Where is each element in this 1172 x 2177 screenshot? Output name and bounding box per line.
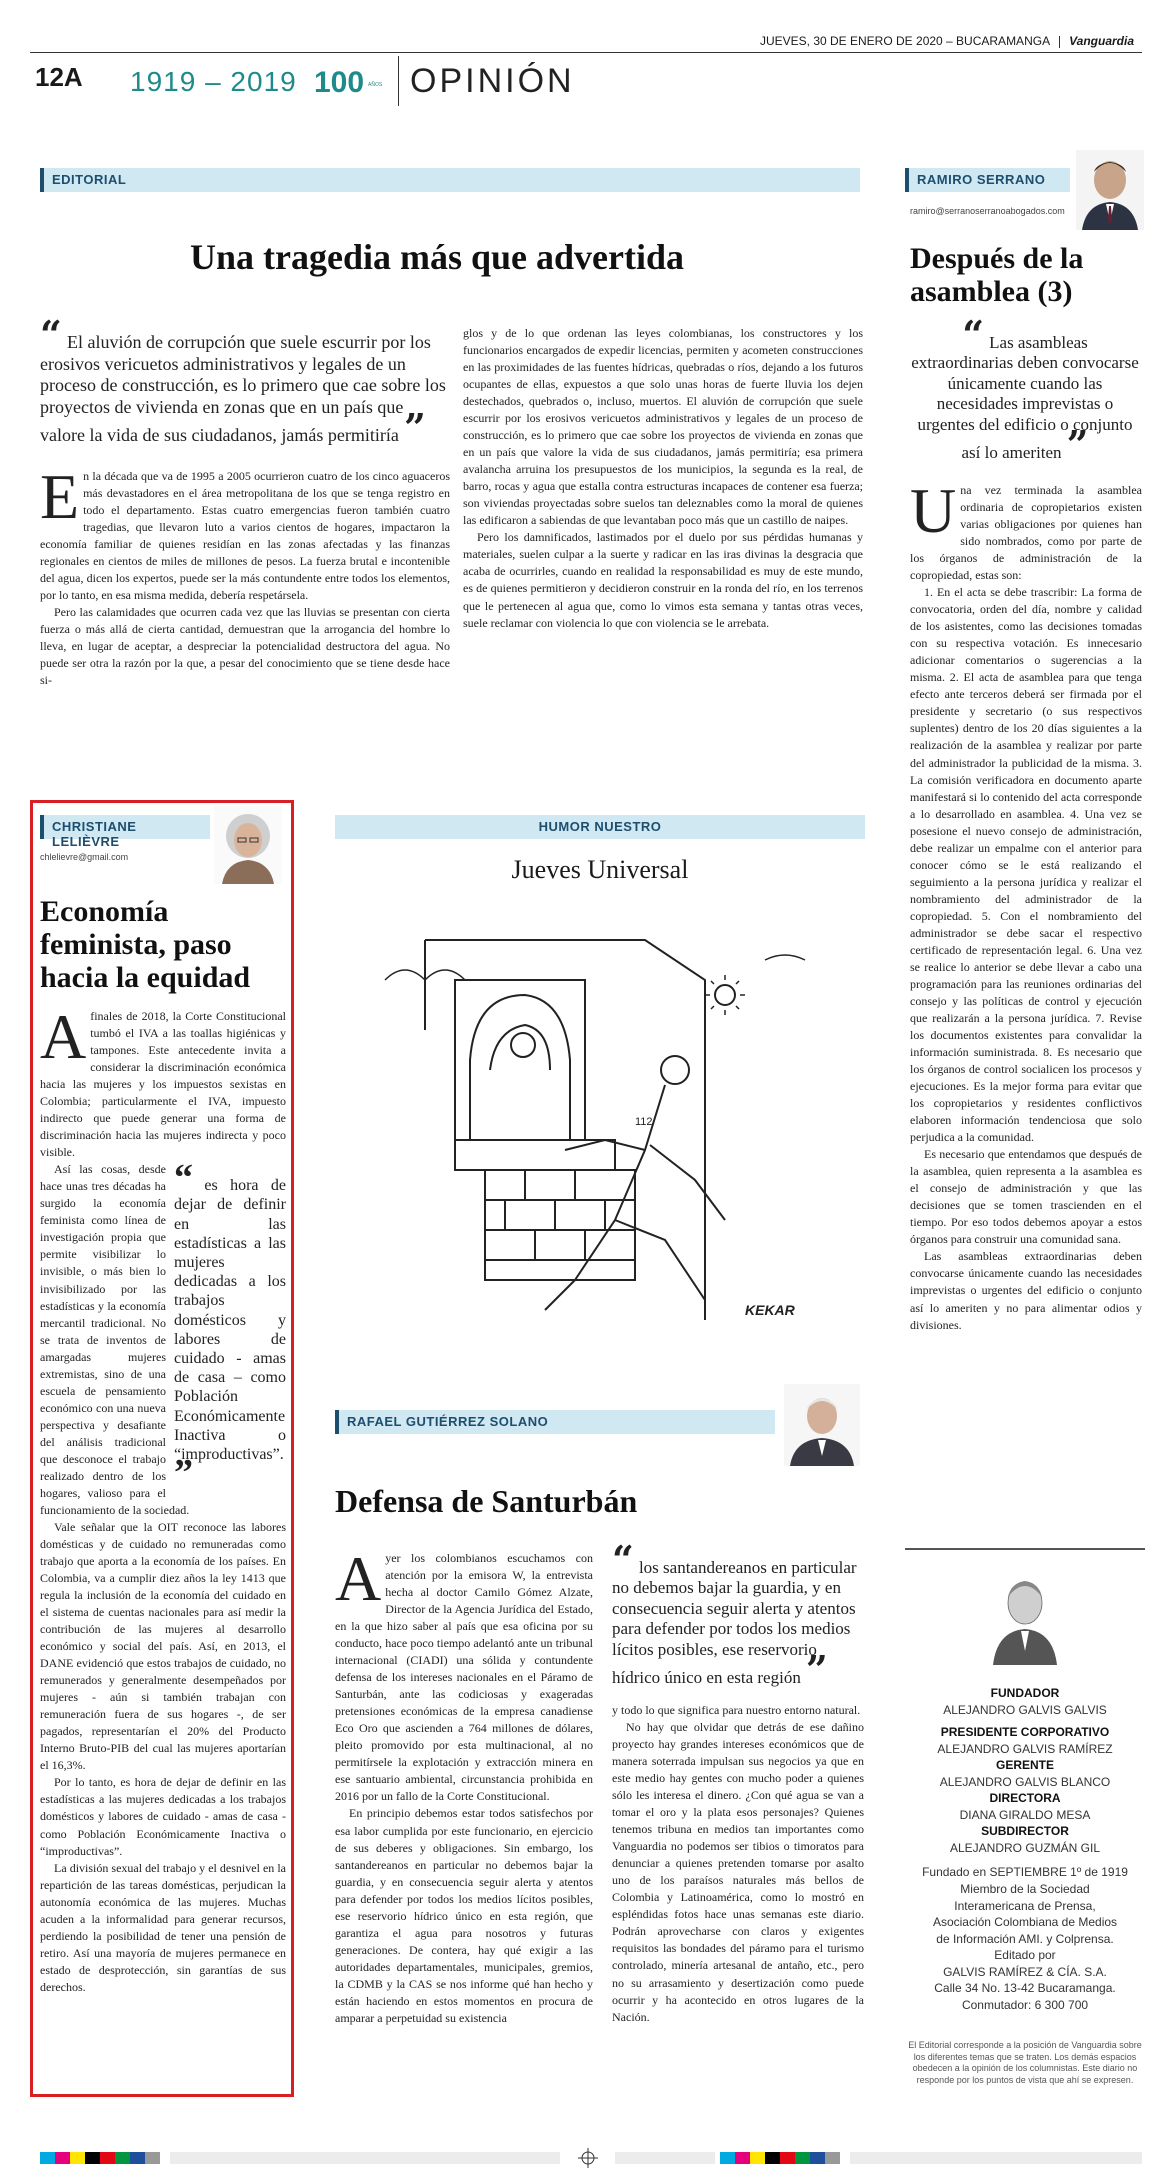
masthead-manager-title: GERENTE xyxy=(995,1758,1054,1773)
masthead-member: Asociación Colombiana de Medios xyxy=(932,1915,1118,1930)
editorial-quote-text: El aluvión de corrupción que suele escurrir por los erosivos vericuetos administrativos y legales de un proceso de construcción, es lo primero que cae sobre los proyectos de vivienda en zonas que en un país que valore la vida de sus ciudadanos, jamás permitiría xyxy=(40,332,446,446)
editorial-column-2 xyxy=(463,325,863,632)
serrano-paragraph: Es necesario que entendamos que después de la asamblea, quien representa a la asamblea es el consejo de administración y que las decisiones que se tomen trascienden en el tiempo. Por eso todos debemos apoyar a estos órganos para construir una comunidad sana. xyxy=(910,1147,1142,1247)
close-quote-icon: ” xyxy=(174,1452,193,1495)
logo-number: 100 xyxy=(314,66,365,99)
masthead-president: ALEJANDRO GALVIS RAMÍREZ xyxy=(937,1741,1113,1756)
gutierrez-column-2 xyxy=(612,1702,864,2026)
founder-portrait xyxy=(985,1565,1065,1665)
serrano-paragraph: na vez terminada la asamblea ordinaria de copropietarios existen varias obligaciones por quienes han sido nombrados, como por parte de los órganos de administración de la copropiedad, estas son: xyxy=(910,483,1142,583)
masthead-edited: Editado por xyxy=(994,1948,1056,1963)
masthead-director: DIANA GIRALDO MESA xyxy=(959,1807,1091,1822)
masthead-publisher: GALVIS RAMÍREZ & CÍA. S.A. xyxy=(943,1964,1107,1979)
lelievre-pullquote xyxy=(174,1157,287,1495)
lelievre-headline: Economía feminista, paso hacia la equidad xyxy=(40,895,251,994)
open-quote-icon: “ xyxy=(40,312,62,357)
registration-colorstrip-right xyxy=(720,2152,840,2164)
gutierrez-headline: Defensa de Santurbán xyxy=(335,1483,638,1519)
lelievre-quote-text: es hora de dejar de definir en las estadísticas a las mujeres dedicadas a los trabajos domésticos y labores de cuidado - amas de casa – como Población Económicamente Inactiva o “improductivas”. xyxy=(174,1177,287,1463)
serrano-dropcap: U xyxy=(910,475,957,546)
gutierrez-avatar xyxy=(784,1384,860,1466)
masthead-subdirector: ALEJANDRO GUZMÁN GIL xyxy=(949,1840,1101,1855)
gutierrez-quote-text: los santandereanos en particular no debemos bajar la guardia, y en consecuencia seguir alerta y atentos para defender por todos los medios lícitos posibles, ese reservorio hídrico único en esta región xyxy=(612,1558,857,1687)
editorial-paragraph: Pero los damnificados, lastimados por el duelo por sus pérdidas humanas y materiales, suelen culpar a la suerte y radicar en las iras divinas la desgracia que acaba de ocurrirles, cuando en realidad la responsabilidad es muy de este mundo, es de quienes permitieron y decidieron construir en la ronda del río, en los terrenos que le pertenecen al agua que, como lo vimos esta semana y tantas otras veces, suele reclamar con violencia lo que con violencia se le arrebata. xyxy=(463,530,863,630)
serrano-tag: RAMIRO SERRANO xyxy=(917,172,1046,187)
humor-title: Jueves Universal xyxy=(511,855,689,884)
cartoon-signature: KEKAR xyxy=(745,1302,795,1318)
masthead xyxy=(905,1685,1145,2013)
gutierrez-paragraph: En principio debemos estar todos satisfechos por esa labor cumplida por este funcionario, en ejercicio de sus deberes y obligaciones. Sin embargo, los santandereanos en particular no debemos bajar la guardia, y en consecuencia seguir alerta y atentos para defender por todos los medios lícitos posibles, ese reservorio hídrico único en esta región, que garantiza el agua para nosotros y futuras generaciones. De contera, hay qué exigir a las autoridades departamentales, municipales, gremios, la CDMB y la CAS se nos informe qué han hecho y están haciendo en estos momentos en procura de amparar a perpetuidad su existencia xyxy=(335,1806,593,2025)
masthead-founder: ALEJANDRO GALVIS GALVIS xyxy=(943,1702,1107,1717)
lelievre-body xyxy=(40,1001,287,1996)
serrano-pullquote xyxy=(910,312,1140,467)
editorial-pullquote xyxy=(40,312,450,451)
lelievre-email: chlelievre@gmail.com xyxy=(40,852,129,862)
editorial-tag-bar xyxy=(40,168,860,192)
anniversary-years: 1919 – 2019 xyxy=(130,66,297,97)
gutierrez-pullquote xyxy=(612,1537,862,1692)
lelievre-tag: CHRISTIANE LELIÈVRE xyxy=(52,819,137,849)
masthead-founded: Fundado en SEPTIEMBRE 1º de 1919 xyxy=(922,1865,1128,1880)
lelievre-paragraph: Así las cosas, desde hace unas tres décadas ha surgido la economía feminista como línea de investigación propia que permite visibilizar lo invisible, o más bien lo invisibilizado por las estadísticas y la economía mercantil tradicional. No se trata de inventos de amargadas mujeres extremistas, sino de una escuela de pensamiento económico con una nueva perspectiva y desafiante del análisis tradicional que desconoce el trabajo realizado dentro de los hogares, valioso para el funcionamiento de la sociedad. xyxy=(40,1162,190,1517)
cartoon-plaque: 112 xyxy=(635,1116,653,1128)
gutierrez-paragraph: yer los colombianos escuchamos con atención por la emisora W, la entrevista hecha al doctor Camilo Gómez Alzate, Director de la Agencia Jurídica del Estado, en la que hizo saber al país que esa oficina por su conducto, hace poco tiempo adelantó ante un tribunal internacional (CIADI) una sólida y contundente defensa de los intereses nacionales en el Páramo de Santurbán, ante las codiciosas y exageradas pretensiones económicas de la empresa canadiense Eco Oro que ascienden a 764 millones de dólares, pleito promovido por esta multinacional, al no permitírsele la explotación y extracción minera en ese santuario ambiental, circunstancia prohibida en 2016 por un fallo de la Corte Constitucional. xyxy=(335,1551,593,1804)
masthead-phone: Conmutador: 6 300 700 xyxy=(961,1997,1089,2012)
humor-tag: HUMOR NUESTRO xyxy=(538,819,662,834)
serrano-avatar xyxy=(1076,150,1144,230)
top-rule xyxy=(30,52,1142,53)
editorial-paragraph: n la década que va de 1995 a 2005 ocurrieron cuatro de los cinco aguaceros más devastadores en el área metropolitana de los que se tenga registro en todo el departamento. Estas cuatro emergencias fueron también cuatro tragedias, que llevaron luto a varios cientos de hogares, impactaron la economía familiar de quienes residían en las zonas afectadas y las finanzas regionales en cientos de miles de millones de pesos. La fuerza brutal e incontenible del agua, dicen los expertos, puede ser la más contundente entre todos los elementos, por lo tanto, en esa misma medida, debería respetársela. xyxy=(40,469,450,603)
serrano-paragraph: Las asambleas extraordinarias deben convocarse únicamente cuando las necesidades imprevistas o urgentes del edificio o conjunto así lo ameriten y no para alimentar odios y divisiones. xyxy=(910,1249,1142,1332)
editorial-paragraph: Pero las calamidades que ocurren cada vez que las lluvias se presentan con cierta fuerza o más allá de cierta cantidad, demuestran que la arrogancia del hombre lo lleva, en lugar de aceptar, a despreciar la potencialidad destructora del agua. No puede ser otra la razón por la que, a pesar del conocimiento que se tiene desde hace si- xyxy=(40,605,450,688)
header-separator xyxy=(398,56,399,106)
open-quote-icon: “ xyxy=(174,1157,193,1200)
dateline-text: JUEVES, 30 DE ENERO DE 2020 – BUCARAMANGA xyxy=(759,34,1050,48)
masthead-founder-title: FUNDADOR xyxy=(990,1686,1060,1700)
editorial-paragraph: glos y de lo que ordenan las leyes colombianas, los constructores y los funcionarios encargados de expedir licencias, permiten y acometen construcciones en las proximidades de las fuentes hídricas, quebradas o ríos, dejando a los futuros ocupantes de ellas, expuestos a que solo unas horas de fuerte lluvia los dejen destechados, quebrados o, incluso, muertos. El aluvión de corrupción que suele escurrir por los erosivos vericuetos administrativos y legales de un proceso de construcción, es lo primero que cae sobre los proyectos de vivienda en zonas que en un país que valore la vida de sus ciudadanos, jamás permitiría; esa primera avalancha arruina los presupuestos de los municipios, la segunda es la real, de barro, rocas y agua que estalla contra estructuras incapaces de contener esa fuerza; son viviendas proyectadas sobre suelos tan deleznables como la moral de quienes las edificaron a sabiendas de que levantaban poco más que un castillo de naipes. xyxy=(463,326,863,528)
anniversary-logo xyxy=(312,60,388,100)
masthead-address: Calle 34 No. 13-42 Bucaramanga. xyxy=(934,1981,1116,1996)
masthead-director-title: DIRECTORA xyxy=(989,1791,1061,1806)
serrano-paragraph: 1. En el acta se debe trascribir: La forma de convocatoria, orden del día, nombre y calidad de los asistentes, como las decisiones tomadas con su respectiva votación. Es innecesario adicionar comentarios o sugerencias a la misma. 2. El acta de asamblea para que tenga efecto ante terceros deberá ser firmada por el presidente y secretario (o sus respectivos suplentes) dentro de los 20 días siguientes a la realización de la asamblea y realizar por parte del administrador la publicidad de la misma. 3. La comisión verificadora en documento aparte manifestará si lo contenido del acta corresponde a lo desarrollado en asamblea. 4. Una vez se posesione el nuevo consejo de administración, debe realizar un empalme con el anterior para conocer cómo se le está realizando el seguimiento a la persona jurídica y realizar el nombramiento del administrador de la copropiedad. 5. Con el nombramiento del administrador se debe sacar el respectivo certificado de representación legal. 6. Una vez se realice lo anterior se debe llevar a cabo una programación para las reuniones ordinarias del consejo y las políticas de control y ejecución que realizarán a la persona jurídica. 7. Revise los documentos existentes para convalidar la información suministrada. 8. Es necesario que los órganos de control socialicen los procesos y ejecuciones. Es la mejor forma para evitar que los copropietarios y residentes conflictivos elaboren información tendenciosa que solo perjudica a la comunidad. xyxy=(910,585,1142,1145)
serrano-email: ramiro@serranoserranoabogados.com xyxy=(910,206,1065,216)
masthead-member: de Información AMI. y Colprensa. xyxy=(936,1931,1114,1946)
registration-colorstrip-left xyxy=(40,2152,160,2164)
section-title: OPINIÓN xyxy=(410,62,575,100)
registration-greystrip-far xyxy=(850,2152,1142,2164)
editorial-headline: Una tragedia más que advertida xyxy=(190,237,684,277)
open-quote-icon: “ xyxy=(962,312,985,357)
dateline xyxy=(760,34,1134,48)
serrano-tag-bar xyxy=(905,168,1070,192)
serrano-quote-text: Las asambleas extraordinarias deben convocarse únicamente cuando las necesidades imprevistas o urgentes del edificio o conjunto así lo ameriten xyxy=(911,333,1139,462)
gutierrez-column-1 xyxy=(335,1543,593,2027)
masthead-manager: ALEJANDRO GALVIS BLANCO xyxy=(939,1774,1111,1789)
serrano-body xyxy=(910,475,1142,1334)
serrano-headline: Después de la asamblea (3) xyxy=(910,242,1084,308)
gutierrez-tag-bar xyxy=(335,1410,775,1434)
registration-greystrip-right xyxy=(615,2152,715,2164)
gutierrez-tag: RAFAEL GUTIÉRREZ SOLANO xyxy=(347,1414,549,1429)
lelievre-dropcap: A xyxy=(40,1001,87,1072)
open-quote-icon: “ xyxy=(612,1537,634,1582)
lelievre-paragraph: La división sexual del trabajo y el desnivel en la repartición de las tareas domésticas, perjudican la autonomía económica de las mujeres. Muchas acuden a la informalidad para generar recursos, perdiendo la posibilidad de tener una pensión de retiro. Así una mayoría de mujeres permanece en estado de desprotección, sin garantías de sus derechos. xyxy=(40,1860,286,1994)
gutierrez-paragraph: y todo lo que significa para nuestro entorno natural. xyxy=(612,1703,861,1717)
logo-small-text: AÑOS xyxy=(368,82,383,88)
lelievre-avatar xyxy=(214,806,282,884)
cartoon-illustration xyxy=(365,920,835,1340)
masthead-subdirector-title: SUBDIRECTOR xyxy=(981,1824,1069,1839)
humor-tag-bar xyxy=(335,815,865,839)
close-quote-icon: ” xyxy=(403,405,426,451)
gutierrez-paragraph: No hay que olvidar que detrás de ese dañino proyecto hay grandes intereses económicos que de manera soterrada impulsan sus negocios ya que en este medio hay gentes con mucho poder a quienes sólo les interesa el dinero. ¿Con qué agua se van a tomar el oro y la plata esos personajes? Quienes tenemos tribuna en medios tan importantes como Vanguardia no podemos ser tibios o timoratos para denunciar a quienes pretenden tomarse por asalto uno de los paraísos naturales más bellos de Colombia y Latinoamérica, como lo mostró en espléndidas fotos hace unas semanas este diario. Podrán aprovecharse con claros y exigentes requisitos las bondades del páramo para el turismo controlado, minería artesanal de antaño, etc., pero no su arrasamiento y desertización como puede ocurrir y ha acontecido en otros lugares de la Nación. xyxy=(612,1720,864,2024)
close-quote-icon: ” xyxy=(1066,421,1089,467)
masthead-disclaimer: El Editorial corresponde a la posición de Vanguardia sobre los diferentes temas que se traten. Los demás espacios obedecen a la opinión de los columnistas. Este diario no responde por los puntos de vista que ahí se expresen. xyxy=(908,2040,1142,2086)
lelievre-paragraph: Por lo tanto, es hora de dejar de definir en las estadísticas a las mujeres dedicadas a los trabajos domésticos y labores de cuidado - amas de casa - como Población Económicamente Inactiva o “improductivas”. xyxy=(40,1775,286,1858)
masthead-member: Miembro de la Sociedad xyxy=(960,1882,1090,1897)
close-quote-icon: ” xyxy=(805,1646,828,1692)
editorial-dropcap: E xyxy=(40,461,80,532)
editorial-column-1 xyxy=(40,461,450,689)
page-number: 12A xyxy=(35,62,83,92)
masthead-rule xyxy=(905,1548,1145,1550)
lelievre-paragraph: Vale señalar que la OIT reconoce las labores domésticas y de cuidado no remuneradas como trabajo que aporta a la economía de los países. En Colombia, va a cumplir diez años la ley 1413 que regula la inclusión de la economía del cuidado en el sistema de cuentas nacionales para así medir la contribución de las mujeres al desarrollo económico y social del país. Así, en 2013, el DANE evidenció que estos trabajos de cuidado, no remunerados y generalmente desempeñados por mujeres - aún si también trabajan con remuneración fuera de sus hogares -, de ser pagados, representarían el 20% del Producto Interno Bruto-PIB del cual las mujeres aportarían el 16,3%. xyxy=(40,1519,286,1773)
masthead-president-title: PRESIDENTE CORPORATIVO xyxy=(940,1725,1110,1740)
masthead-member: Interamericana de Prensa, xyxy=(954,1898,1096,1913)
editorial-tag: EDITORIAL xyxy=(52,172,127,187)
registration-mark-icon xyxy=(578,2148,598,2168)
lelievre-tag-bar xyxy=(40,815,210,849)
brand-name: Vanguardia xyxy=(1069,34,1134,48)
lelievre-paragraph: finales de 2018, la Corte Constitucional tumbó el IVA a las toallas higiénicas y tampones. Este antecedente invita a considerar la discriminación económica hacia las mujeres y los impuestos sexistas en Colombia; particularmente el IVA, impuesto indirecto que puede generar una forma de discriminación hacia las mujeres indirecta y poco visible. xyxy=(40,1009,286,1160)
gutierrez-dropcap: A xyxy=(335,1543,382,1614)
registration-greystrip-left xyxy=(170,2152,560,2164)
